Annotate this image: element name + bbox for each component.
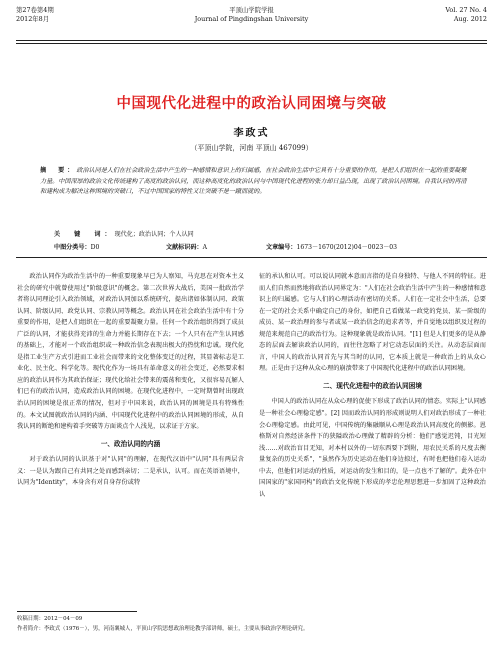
header-rule (16, 40, 487, 44)
clc-code (54, 242, 99, 251)
keywords (54, 229, 194, 238)
abstract-rule (16, 257, 487, 258)
clc-value: D0 (90, 244, 100, 251)
header-center (16, 6, 487, 24)
issue-en: Vol. 27 No. 4 (445, 6, 487, 14)
body-paragraph: 中国人的政治认同在从众心理的促使下形成了政治认同的情态。实际上"认同感是一种社会心理稳定感"。[2] 因而政治认同的形成则说明人们对政治形成了一种社会心理稳定感。由此可见，中国传统的集融顺从心理是政治认同高度化的侧影。恩格斯对自然经济条件下的狭隘政治心理做了精辟的分析：他们"感觉迟钝，目光短浅……对政治盲目无知，对本村以外的一切东西要下到附，用农民关系的尺度去衡量复杂的历史关系"，"虽然作为历史运动在他们身边掠过，有时也把他们卷入运动中去，但他们对运动的性质，对运动的发生和目的，是一点也不了解的"。此外在中国国家的"家国同构"的政治文化传统下形成的孝忠伦理思想进一步加固了这种政治认 (259, 398, 486, 498)
article-no-label: 文章编号： (266, 244, 297, 251)
body-paragraph: 征的承认和认可。可以说认同就本意而言指的是自身独特、与他人不同的特征。进而人们自然而然地将政治认同界定为："人们在社会政治生活中产生的一种感情和意识上的归属感。它与人们的心理活动有密切的关系。人们在一定社会中生活，总要在一定的社会关系中确定自己的身份，如把自己看做某一政党的党员、某一阶级的成员、某一政治理的参与者或某一政治信念的追求者等，并自觉地以组织及过程的规范来规范自己的政治行为。这种现象就是政治认同。"[1] 但是人们更多的是从静态的层面去解读政治认同的，而往往忽略了对它动态层面的关注。从动态层面而言，中国人的政治认同首先与其当时的认同，它本质上就是一种政治上的从众心理。正是由于这种从众心理的崩溃带来了中国现代化进程中的政治认同困境。 (259, 273, 486, 373)
date-en: Aug. 2012 (453, 15, 487, 23)
journal-name-en: Journal of Pingdingshan University (194, 15, 309, 23)
abstract-label: 摘 要： (40, 167, 77, 174)
article-no-value: 1673－1670(2012)04－0023－03 (296, 244, 398, 251)
doc-code-label: 文献标识码： (166, 244, 203, 251)
clc-label: 中图分类号： (54, 244, 91, 251)
footnote-rule (17, 611, 137, 612)
journal-name-cn: 平顶山学院学报 (229, 6, 274, 14)
section-heading-2: 二、现代化进程中的政治认同困境 (323, 381, 422, 390)
abstract (40, 166, 470, 198)
doc-code (166, 242, 207, 251)
received-date: 收稿日期：2012－04－09 (17, 616, 83, 622)
abstract-text: 政治认同是人们在社会政治生活中产生的一种感情和意识上的归属感，在社会政治生活中它具有十分重要的作用，是把人们组织在一起的重要凝聚力量。中国深厚的政治文化传统建构了高度的政治认同，而这种高度化的政治认同与中国现代化进程的张力却日益凸现，出现了政治认同困境。自我认同的再清和建构成为解决这种困境的突破口，不过中国国家的特性又让突破不是一蹴而就的。 (40, 167, 467, 196)
running-header (16, 6, 487, 38)
author-affiliation: （平顶山学院，河南 平顶山 467099） (190, 144, 313, 152)
article-title: 中国现代化进程中的政治认同困境与突破 (116, 96, 387, 112)
body-column-left (17, 271, 244, 489)
section-heading-1: 一、政治认同的内涵 (100, 439, 161, 448)
article-number (266, 242, 397, 251)
keywords-text: 现代化；政治认同；个人认同 (114, 231, 194, 238)
keywords-label: 关 键 词： (54, 231, 115, 238)
author-bio: 作者简介：李政式（1976－），男，河南襄城人，平顶山学院思想政治理论教学部讲师，硕士，主要从事政治学理论研究。 (17, 626, 309, 632)
author-name: 李政式 (233, 128, 270, 139)
doc-code-value: A (202, 244, 207, 251)
date-cn: 2012年8月 (16, 15, 50, 23)
issue-cn: 第27卷第4期 (16, 6, 54, 14)
header-right (445, 6, 487, 24)
body-column-right (259, 271, 486, 500)
body-paragraph: 政治认同作为政治生活中的一种重要现象早已为人察知，马克思在对资本主义社会的研究中就曾使用过"阶级意识"的概念。第二次世界大战后，美国一批政治学者将认同理论引入政治领域，对政治认同加以系统研究，提出诸如体制认同、政策认同、阶级认同、政党认同、宗教认同等概念。政治认同在社会政治生活中有十分重要的作用，是把人们组织在一起的重要凝聚力量。任何一个政治组织得到了成员广泛的认同，才能获得充沛的生命力并能长期存在下去；一个人只有在产生认同感的基础上，才能对一个政治组织或一种政治信念表现出极大的热忱和忠诚。现代化是指工业生产方式引进而工业社会而带来的文化整体变迁的过程，其显著标志是工业化、民主化、科学化等。现代化作为一场具有革命意义的社会变迁，必然要求相应的政治认同作为其政治保证；现代化给社会带来的震荡和变化，又很容易瓦解人们已有的政治认同，造成政治认同的困境。在现代化进程中，一定时期曾时出现政治认同的困境是很正常的情况，但对于中国来说，政治认同的困境是具有特殊性的。本文试图就政治认同的内涵、中国现代化进程中的政治认同困境的形成，从自我认同的断绝和建构着手突破等方面谈点个人浅见，以求证于方家。 (17, 273, 244, 431)
body-paragraph: 对于政治认同的认识基于对"认同"的理解，在现代汉语中"认同"具有两层含义：一是认为跟自己有共同之处而感到亲切；二是承认，认可。而在英语语境中，认同为"Identity"，本身含有对自身存份或特 (17, 456, 244, 487)
